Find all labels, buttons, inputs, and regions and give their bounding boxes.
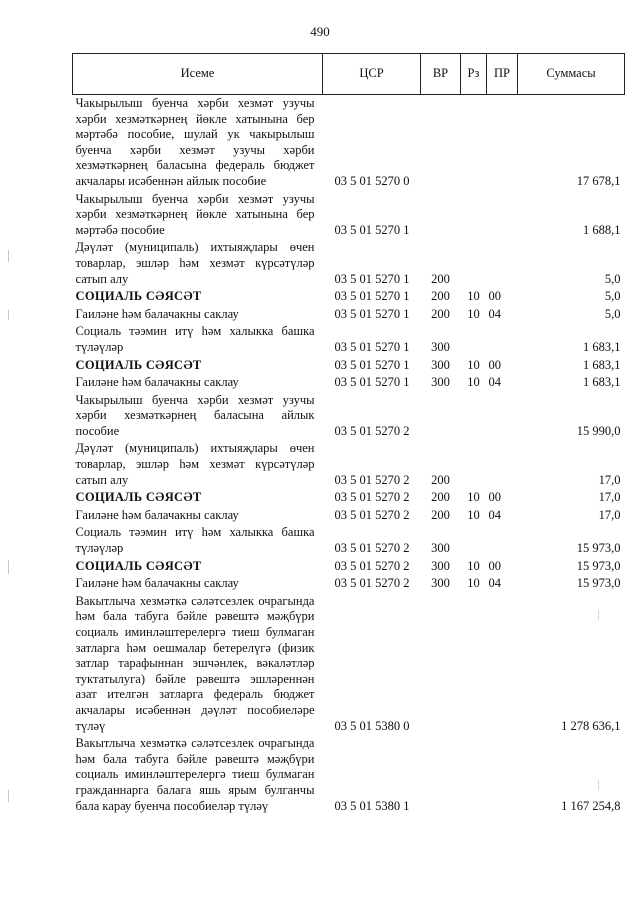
- row-sum: 1 688,1: [583, 222, 621, 237]
- row-rz: 10: [467, 306, 480, 321]
- scan-mark: [8, 560, 9, 574]
- row-sum: 17,0: [598, 507, 621, 522]
- table-row: [73, 191, 625, 240]
- table-row: [73, 306, 625, 324]
- row-name: Дәүләт (муниципаль) ихтыяҗлары өчен товарлар, эшләр һәм хезмәт күрсәтүләр сатып алу: [75, 240, 315, 286]
- row-rz: 10: [467, 576, 480, 591]
- row-csr: 03 5 01 5380 0: [334, 718, 410, 733]
- row-sum: 17 678,1: [576, 173, 621, 188]
- row-csr: 03 5 01 5270 2: [334, 558, 410, 573]
- table-row: [73, 489, 625, 507]
- table-body: [73, 95, 625, 816]
- scan-mark: [8, 310, 9, 320]
- row-vr: [421, 392, 461, 441]
- row-vr: 200: [431, 271, 450, 286]
- header-pr: ПР: [487, 54, 518, 95]
- row-rz: [461, 95, 487, 191]
- row-sum: 1 683,1: [583, 357, 621, 372]
- row-pr: 00: [488, 289, 501, 304]
- row-rz: 10: [467, 375, 480, 390]
- row-vr: 300: [431, 357, 450, 372]
- budget-table: [72, 53, 625, 815]
- header-sum: Суммасы: [518, 54, 625, 95]
- row-sum: 5,0: [604, 306, 621, 321]
- row-pr: 04: [488, 576, 501, 591]
- row-pr: [487, 323, 518, 356]
- row-sum: 1 683,1: [583, 339, 621, 354]
- row-pr: [487, 735, 518, 815]
- row-name: Гаиләне һәм балачакны саклау: [75, 306, 239, 321]
- row-name: Социаль тәэмин итү һәм халыкка башка түләүләр: [75, 525, 315, 556]
- row-csr: 03 5 01 5270 1: [334, 222, 410, 237]
- row-pr: [487, 191, 518, 240]
- row-csr: 03 5 01 5270 1: [334, 357, 410, 372]
- row-pr: 00: [488, 558, 501, 573]
- table-row: [73, 288, 625, 306]
- row-csr: 03 5 01 5270 2: [334, 423, 410, 438]
- table-row: [73, 507, 625, 525]
- row-rz: 10: [467, 289, 480, 304]
- scan-mark: [8, 790, 9, 802]
- row-pr: 00: [488, 490, 501, 505]
- row-sum: 15 973,0: [576, 558, 621, 573]
- row-rz: 10: [467, 558, 480, 573]
- row-name: Чакырылыш буенча хәрби хезмәт узучы хәрби хезмәткәрнең баласына айлык пособие: [75, 392, 315, 438]
- row-rz: 10: [467, 357, 480, 372]
- row-name: СОЦИАЛЬ СӘЯСӘТ: [75, 558, 202, 573]
- row-csr: 03 5 01 5380 1: [334, 798, 410, 813]
- table-row: [73, 239, 625, 288]
- row-rz: [461, 440, 487, 489]
- row-csr: 03 5 01 5270 1: [334, 339, 410, 354]
- row-csr: 03 5 01 5270 1: [334, 306, 410, 321]
- row-pr: 00: [488, 357, 501, 372]
- header-vr: ВР: [421, 54, 461, 95]
- row-pr: 04: [488, 375, 501, 390]
- row-sum: 17,0: [598, 490, 621, 505]
- table-row: [73, 323, 625, 356]
- row-pr: [487, 593, 518, 735]
- row-pr: 04: [488, 306, 501, 321]
- row-csr: 03 5 01 5270 2: [334, 576, 410, 591]
- row-vr: 300: [431, 375, 450, 390]
- row-name: Социаль тәэмин итү һәм халыкка башка түләүләр: [75, 324, 315, 354]
- row-sum: 5,0: [604, 289, 621, 304]
- row-csr: 03 5 01 5270 2: [334, 490, 410, 505]
- table-header: [73, 54, 625, 95]
- row-csr: 03 5 01 5270 0: [334, 173, 410, 188]
- row-sum: 5,0: [604, 271, 621, 286]
- row-rz: [461, 735, 487, 815]
- row-rz: [461, 191, 487, 240]
- row-name: Гаиләне һәм балачакны саклау: [75, 507, 239, 522]
- row-vr: 200: [431, 472, 450, 487]
- table-row: [73, 735, 625, 815]
- page-number: 490: [310, 24, 330, 39]
- row-name: СОЦИАЛЬ СӘЯСӘТ: [75, 357, 202, 372]
- row-pr: [487, 524, 518, 557]
- row-sum: 1 278 636,1: [561, 718, 621, 733]
- row-name: Вакытлыча хезмәткә сәләтсезлек очрагында һәм бала табуга бәйле рәвештә мәҗбүри социаль иминләштерелергә тиеш булмаган гражданнарга балага яшь ярым булганчы бала карау буенча пособиеләр түләү: [75, 736, 315, 813]
- row-vr: [421, 191, 461, 240]
- row-name: Чакырылыш буенча хәрби хезмәт узучы хәрби хезмәткәрнең йөкле хатынына бер мәртәбә пособие: [75, 191, 315, 237]
- table-row: [73, 357, 625, 375]
- row-sum: 15 973,0: [576, 541, 621, 556]
- row-name: Дәүләт (муниципаль) ихтыяҗлары өчен товарлар, эшләр һәм хезмәт күрсәтүләр сатып алу: [75, 441, 315, 487]
- row-vr: 200: [431, 507, 450, 522]
- table-row: [73, 95, 625, 191]
- header-csr: ЦСР: [323, 54, 421, 95]
- row-sum: 15 990,0: [576, 423, 621, 438]
- row-pr: [487, 440, 518, 489]
- row-rz: [461, 323, 487, 356]
- table-row: [73, 392, 625, 441]
- row-name: Гаиләне һәм балачакны саклау: [75, 576, 239, 591]
- row-pr: [487, 239, 518, 288]
- row-rz: [461, 239, 487, 288]
- row-name: СОЦИАЛЬ СӘЯСӘТ: [75, 490, 202, 505]
- row-vr: 300: [431, 541, 450, 556]
- row-sum: 17,0: [598, 472, 621, 487]
- table-row: [73, 558, 625, 576]
- row-vr: [421, 735, 461, 815]
- row-vr: 300: [431, 558, 450, 573]
- row-sum: 15 973,0: [576, 576, 621, 591]
- row-rz: [461, 392, 487, 441]
- row-rz: 10: [467, 507, 480, 522]
- row-csr: 03 5 01 5270 1: [334, 271, 410, 286]
- row-sum: 1 683,1: [583, 375, 621, 390]
- row-vr: [421, 95, 461, 191]
- table-row: [73, 593, 625, 735]
- row-vr: 300: [431, 339, 450, 354]
- row-name: СОЦИАЛЬ СӘЯСӘТ: [75, 289, 202, 304]
- row-csr: 03 5 01 5270 1: [334, 375, 410, 390]
- table-row: [73, 524, 625, 557]
- row-pr: [487, 392, 518, 441]
- row-rz: [461, 524, 487, 557]
- row-csr: 03 5 01 5270 1: [334, 289, 410, 304]
- table-row: [73, 575, 625, 593]
- row-csr: 03 5 01 5270 2: [334, 541, 410, 556]
- row-csr: 03 5 01 5270 2: [334, 507, 410, 522]
- row-rz: 10: [467, 490, 480, 505]
- row-csr: 03 5 01 5270 2: [334, 472, 410, 487]
- header-rz: Рз: [461, 54, 487, 95]
- table-row: [73, 374, 625, 392]
- row-vr: 200: [431, 490, 450, 505]
- header-name: Исеме: [73, 54, 323, 95]
- table-row: [73, 440, 625, 489]
- row-vr: 200: [431, 289, 450, 304]
- scan-mark: [8, 250, 9, 262]
- row-vr: 300: [431, 576, 450, 591]
- row-sum: 1 167 254,8: [561, 798, 621, 813]
- row-name: Гаиләне һәм балачакны саклау: [75, 375, 239, 390]
- row-rz: [461, 593, 487, 735]
- row-vr: [421, 593, 461, 735]
- row-vr: 200: [431, 306, 450, 321]
- row-pr: [487, 95, 518, 191]
- row-name: Чакырылыш буенча хәрби хезмәт узучы хәрби хезмәткәрнең йөкле хатынына бер мәртәбә пособие, шулай ук чакырылыш буенча хәрби хезмәт узучы хәрби хезмәткәрнең баласына федераль бюджет акчалары исәбеннән айлык пособие: [75, 96, 315, 188]
- row-pr: 04: [488, 507, 501, 522]
- row-name: Вакытлыча хезмәткә сәләтсезлек очрагында һәм бала табуга бәйле рәвештә мәҗбүри социаль иминләштерелергә тиеш булмаган затларга һәм оешмалар бетерелүгә (физик затлар тарафыннан эшчәнлек, вәкаләтләр туктатылуга) бәйле рәвештә эшләреннән азат ителгән затларга федераль бюджет акчалары исәбеннән дәүләт пособиеләре түләү: [75, 593, 315, 733]
